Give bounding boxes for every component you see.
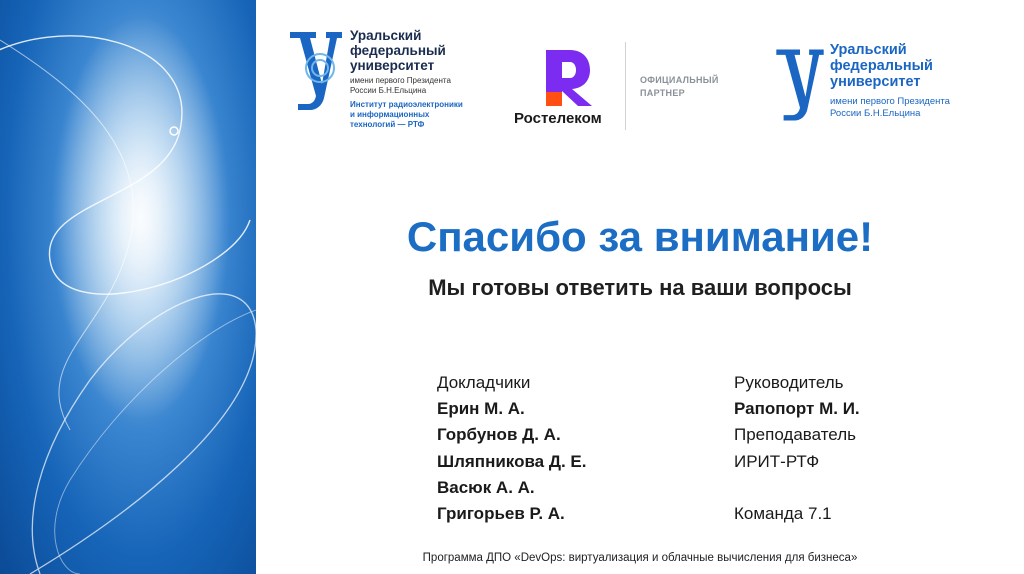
- decorative-side-panel: [0, 0, 256, 574]
- partner-label-line: ПАРТНЕР: [640, 88, 685, 98]
- partner-divider: [625, 42, 626, 130]
- slide-subtitle: Мы готовы ответить на ваши вопросы: [428, 275, 852, 300]
- speaker-name: Григорьев Р. А.: [437, 504, 565, 524]
- urfu-logo: [772, 42, 972, 132]
- orbit-lines-graphic: [0, 0, 256, 574]
- rostelecom-name: Ростелеком: [514, 110, 602, 127]
- president-line: имени первого Президента: [350, 76, 451, 85]
- urfu-rtf-logo: [286, 26, 486, 146]
- rostelecom-logo: [510, 42, 628, 142]
- speakers-column: [437, 370, 586, 527]
- slide-title: Спасибо за внимание!: [406, 213, 874, 260]
- official-partner-label: [640, 74, 719, 100]
- supervisor-heading: Руководитель: [734, 373, 844, 392]
- team-name: Команда 7.1: [734, 504, 832, 523]
- supervisor-column: [734, 370, 860, 527]
- university-name-line: федеральный: [350, 43, 446, 58]
- spacer: [734, 475, 860, 501]
- speaker-name: Ерин М. А.: [437, 399, 525, 419]
- urfu-emblem-icon: [286, 26, 346, 116]
- institute-line: и информационных: [350, 110, 430, 119]
- president-line: имени первого Президента: [830, 96, 950, 107]
- university-name-line: университет: [830, 74, 921, 90]
- partner-label-line: ОФИЦИАЛЬНЫЙ: [640, 75, 719, 85]
- speakers-heading: Докладчики: [437, 373, 531, 392]
- university-name-line: Уральский: [350, 28, 422, 43]
- speaker-name: Васюк А. А.: [437, 477, 535, 497]
- university-name-line: университет: [350, 58, 435, 73]
- speaker-name: Горбунов Д. А.: [437, 425, 561, 445]
- rostelecom-emblem-icon: [540, 46, 600, 110]
- urfu-emblem-icon: [772, 44, 828, 126]
- president-line: России Б.Н.Ельцина: [350, 86, 427, 95]
- supervisor-position: Преподаватель: [734, 425, 856, 445]
- university-name-line: Уральский: [830, 42, 907, 58]
- speaker-name: Шляпникова Д. Е.: [437, 451, 587, 471]
- program-footer: Программа ДПО «DevOps: виртуализация и облачные вычисления для бизнеса»: [422, 552, 858, 564]
- president-line: России Б.Н.Ельцина: [830, 108, 921, 119]
- institute-line: Институт радиоэлектроники: [350, 100, 463, 109]
- supervisor-name: Рапопорт М. И.: [734, 399, 860, 419]
- university-name-line: федеральный: [830, 58, 933, 74]
- institute-line: технологий — РТФ: [350, 120, 425, 129]
- supervisor-department: ИРИТ-РТФ: [734, 451, 820, 471]
